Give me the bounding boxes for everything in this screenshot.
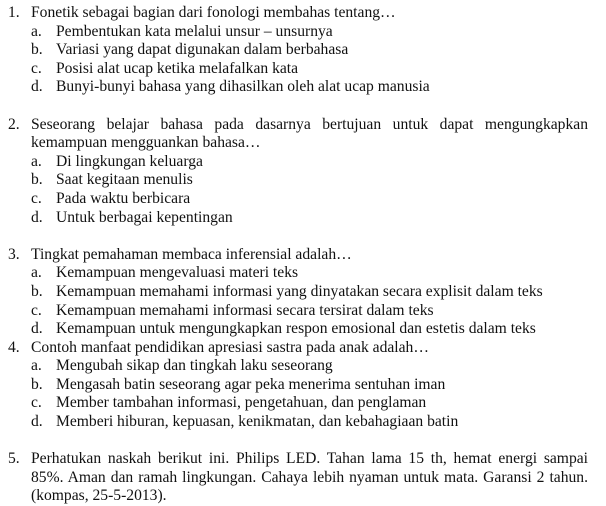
question-5 xyxy=(8,450,588,506)
option-text: Memberi hiburan, kepuasan, kenikmatan, dan kebahagiaan batin xyxy=(56,413,459,431)
question-stem: Perhatukan naskah berikut ini. Philips LED. Tahan lama 15 th, hemat energi sampai 85%. Aman dan ramah lingkungan. Cahaya lebih nyaman untuk mata. Garansi 2 tahun. (kompas, 25-5-2013). xyxy=(31,450,588,505)
question-stem: Tingkat pemahaman membaca inferensial adalah… xyxy=(31,245,352,263)
option-letter: d. xyxy=(31,208,43,226)
option-text: Di lingkungan keluarga xyxy=(56,152,203,170)
option-text: Kemampuan memahami informasi secara tersirat dalam teks xyxy=(56,301,434,319)
question-number: 5. xyxy=(8,450,20,468)
option-a xyxy=(31,264,588,283)
option-a xyxy=(31,23,588,42)
question-number: 2. xyxy=(8,115,20,133)
option-text: Kemampuan memahami informasi yang dinyatakan secara explisit dalam teks xyxy=(56,282,543,300)
option-letter: c. xyxy=(31,189,42,207)
option-letter: d. xyxy=(31,320,43,338)
option-text: Kemampuan untuk mengungkapkan respon emosional dan estetis dalam teks xyxy=(56,320,536,338)
option-letter: c. xyxy=(31,59,42,77)
option-letter: a. xyxy=(31,152,42,170)
question-1 xyxy=(8,4,588,97)
option-text: Pembentukan kata melalui unsur – unsurnya xyxy=(56,22,333,40)
option-text: Variasi yang dapat digunakan dalam berbahasa xyxy=(56,41,349,59)
option-letter: a. xyxy=(31,357,42,375)
option-b xyxy=(31,376,588,395)
option-text: Member tambahan informasi, pengetahuan, dan penglaman xyxy=(56,394,427,412)
option-a xyxy=(31,357,588,376)
question-number: 3. xyxy=(8,245,20,263)
option-d xyxy=(31,413,588,432)
option-d xyxy=(31,78,588,97)
option-d xyxy=(31,320,588,339)
option-d xyxy=(31,209,588,228)
option-c xyxy=(31,190,588,209)
option-b xyxy=(31,283,588,302)
option-letter: c. xyxy=(31,394,42,412)
option-text: Untuk berbagai kepentingan xyxy=(56,208,233,226)
question-4 xyxy=(8,339,588,432)
option-letter: b. xyxy=(31,41,43,59)
option-letter: d. xyxy=(31,78,43,96)
question-3 xyxy=(8,246,588,339)
option-text: Mengasah batin seseorang agar peka menerima sentuhan iman xyxy=(56,375,446,393)
question-stem: Seseorang belajar bahasa pada dasarnya bertujuan untuk dapat mengungkapkan kemampuan mengguankan bahasa… xyxy=(31,115,588,152)
option-c xyxy=(31,394,588,413)
option-letter: d. xyxy=(31,413,43,431)
option-a xyxy=(31,153,588,172)
option-letter: a. xyxy=(31,22,42,40)
option-c xyxy=(31,302,588,321)
question-number: 1. xyxy=(8,4,20,21)
question-2 xyxy=(8,116,588,228)
option-letter: a. xyxy=(31,264,42,282)
option-text: Mengubah sikap dan tingkah laku seseorang xyxy=(56,357,333,375)
option-text: Saat kegitaan menulis xyxy=(56,171,193,189)
option-b xyxy=(31,41,588,60)
question-number: 4. xyxy=(8,338,20,356)
option-letter: c. xyxy=(31,301,42,319)
option-letter: b. xyxy=(31,171,43,189)
option-text: Pada waktu berbicara xyxy=(56,189,191,207)
option-b xyxy=(31,171,588,190)
question-stem: Fonetik sebagai bagian dari fonologi membahas tentang… xyxy=(31,4,396,21)
question-stem: Contoh manfaat pendidikan apresiasi sastra pada anak adalah… xyxy=(31,338,429,356)
option-text: Posisi alat ucap ketika melafalkan kata xyxy=(56,59,299,77)
option-letter: b. xyxy=(31,282,43,300)
option-text: Bunyi-bunyi bahasa yang dihasilkan oleh alat ucap manusia xyxy=(56,78,430,96)
option-letter: b. xyxy=(31,375,43,393)
option-text: Kemampuan mengevaluasi materi teks xyxy=(56,264,299,282)
option-c xyxy=(31,60,588,79)
